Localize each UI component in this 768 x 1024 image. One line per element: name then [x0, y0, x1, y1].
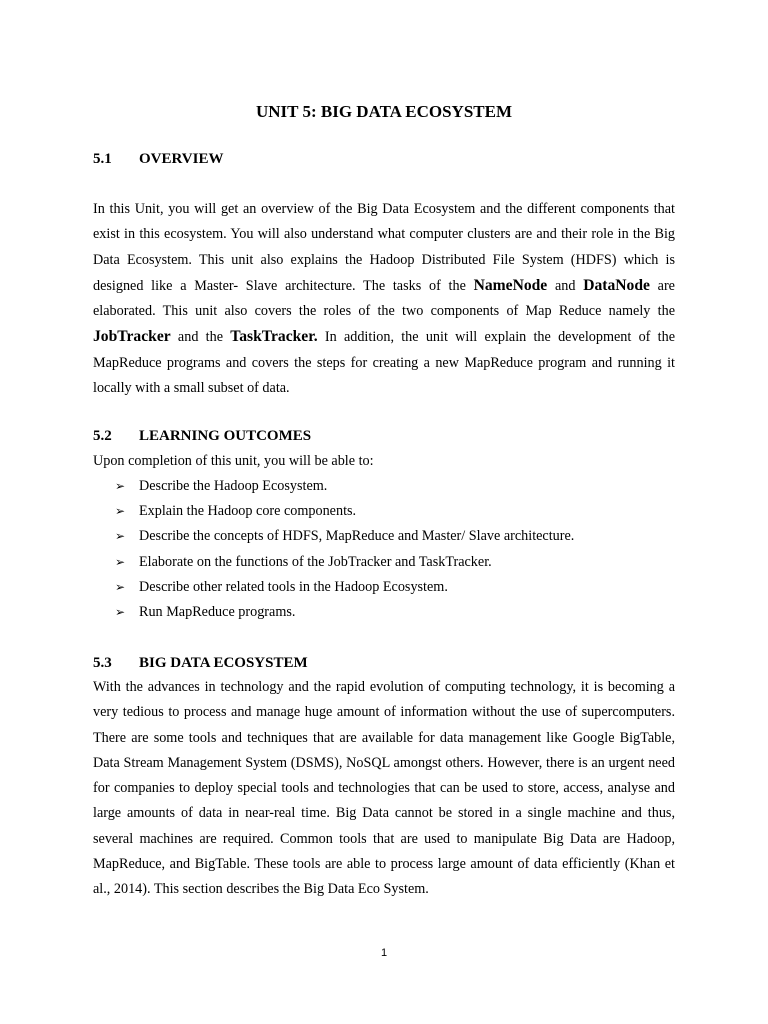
paragraph-text: In addition, the unit will explain the development of the MapReduce programs and covers the steps for creating a new MapReduce program and running it locally with a small subset of data. — [93, 329, 675, 397]
unit-title: UNIT 5: BIG DATA ECOSYSTEM — [256, 102, 512, 121]
list-item — [115, 499, 574, 524]
tasktracker-term: TaskTracker. — [230, 328, 318, 346]
list-item-text: Describe the Hadoop Ecosystem. — [139, 478, 328, 494]
section-title: OVERVIEW — [139, 151, 224, 167]
list-item-text: Explain the Hadoop core components. — [139, 503, 357, 520]
arrowhead-bullet-icon: ➢ — [115, 579, 126, 594]
section-number: 5.3 — [93, 655, 112, 671]
datanode-term: DataNode — [583, 276, 650, 294]
list-item-text: Elaborate on the functions of the JobTracker and TaskTracker. — [139, 553, 492, 570]
section-heading-overview — [93, 150, 224, 168]
overview-paragraph — [93, 197, 675, 401]
section-number: 5.2 — [93, 428, 112, 444]
paragraph-text: are elaborated. This unit also covers the roles of the two components of Map Reduce namely the — [93, 277, 675, 320]
section-number: 5.1 — [93, 151, 112, 167]
section-heading-big-data-ecosystem — [93, 654, 308, 672]
section-title: LEARNING OUTCOMES — [139, 428, 312, 444]
paragraph-text: and the — [170, 329, 231, 346]
list-item-text: Run MapReduce programs. — [139, 603, 296, 620]
namenode-term: NameNode — [473, 276, 548, 294]
list-item — [115, 524, 574, 549]
jobtracker-term: JobTracker — [93, 328, 171, 346]
paragraph-text: In this Unit, you will get an overview of the Big Data Ecosystem and the different components that exist in this ecosystem. You will also understand what computer clusters are and their role in the Big Data Ecosystem. This unit also explains the Hadoop Distributed File System (HDFS) which is designed like a Master- Slave architecture. The tasks of the — [93, 201, 675, 294]
arrowhead-bullet-icon: ➢ — [115, 504, 126, 519]
list-item — [115, 600, 574, 625]
arrowhead-bullet-icon: ➢ — [115, 604, 126, 619]
section-title: BIG DATA ECOSYSTEM — [139, 655, 308, 671]
arrowhead-bullet-icon: ➢ — [115, 554, 126, 569]
paragraph-text: and — [547, 277, 584, 294]
arrowhead-bullet-icon: ➢ — [115, 479, 126, 493]
big-data-ecosystem-paragraph: With the advances in technology and the rapid evolution of computing technology, it is becoming a very tedious to process and manage huge amount of information without the use of supercomputers. There are some tools and techniques that are available for data management like Google BigTable, Data Stream Management System (DSMS), NoSQL amongst others. However, there is an urgent need for companies to deploy special tools and technologies that can be used to store, access, analyse and large amounts of data in near-real time. Big Data cannot be stored in a single machine and thus, several machines are required. Common tools that are used to manipulate Big Data are Hadoop, MapReduce, and BigTable. These tools are able to process large amount of data efficiently (Khan et al., 2014). This section describes the Big Data Eco System. — [93, 679, 675, 898]
list-item-text: Describe other related tools in the Hadoop Ecosystem. — [139, 578, 448, 595]
arrowhead-bullet-icon: ➢ — [115, 529, 126, 544]
learning-outcomes-list — [115, 474, 574, 625]
page-number: 1 — [380, 947, 388, 959]
list-item — [115, 474, 574, 499]
learning-outcomes-intro: Upon completion of this unit, you will be able to: — [93, 453, 374, 469]
list-item — [115, 550, 574, 575]
section-heading-learning-outcomes — [93, 427, 311, 445]
list-item — [115, 575, 574, 600]
list-item-text: Describe the concepts of HDFS, MapReduce and Master/ Slave architecture. — [139, 528, 575, 545]
